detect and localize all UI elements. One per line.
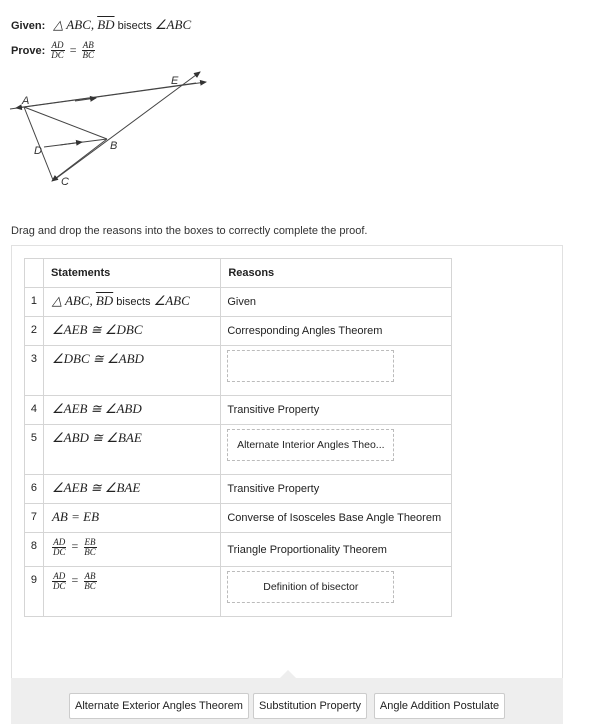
statement-triangle: △ ABC [51, 293, 90, 308]
table-row [25, 533, 452, 567]
reason-cell [221, 346, 452, 396]
given-segment: $\overline{BD}$ [97, 17, 115, 32]
label-a: A [22, 95, 30, 107]
row-number: 5 [25, 425, 44, 475]
table-row [25, 396, 452, 425]
row-number: 3 [25, 346, 44, 396]
prove-rhs-fraction [82, 41, 96, 60]
reason-drop-zone-5[interactable]: Alternate Interior Angles Theo... [227, 429, 394, 461]
statement-text: ∠AEB ≅ ∠BAE [51, 480, 141, 495]
statement-text: ∠DBC ≅ ∠ABD [51, 351, 144, 366]
label-d: D [34, 145, 42, 157]
given-line: Given: △ ABC, $\overline{BD}$ bisects ∠ABC [11, 17, 192, 32]
reason-cell: Corresponding Angles Theorem [221, 317, 452, 346]
prove-rhs-num: AB [82, 40, 94, 50]
statement-angle: ∠ABC [153, 293, 190, 308]
label-e: E [171, 75, 179, 87]
reason-cell [221, 567, 452, 617]
statement-text: ∠ABD ≅ ∠BAE [51, 430, 142, 445]
statements-header: Statements [43, 259, 220, 288]
choice-alternate-exterior-angles[interactable]: Alternate Exterior Angles Theorem [69, 693, 249, 719]
reason-cell: Triangle Proportionality Theorem [221, 533, 452, 567]
row-number: 8 [25, 533, 44, 567]
line-ab [24, 107, 107, 139]
prove-label: Prove: [11, 44, 46, 57]
table-row [25, 475, 452, 504]
choice-substitution-property[interactable]: Substitution Property [253, 693, 367, 719]
table-row [25, 504, 452, 533]
statement-cell: △ ABC, $\overline{BD}$ bisects ∠ABC [43, 288, 220, 317]
reason-drop-zone-9[interactable]: Definition of bisector [227, 571, 394, 603]
statement-segment: $\overline{BD}$ [95, 293, 114, 308]
prove-equals: = [69, 43, 77, 57]
reason-cell: Converse of Isosceles Base Angle Theorem [221, 504, 452, 533]
row-number: 9 [25, 567, 44, 617]
statement-cell: $\frac{AD}{DC}$ = $\frac{AB}{BC}$ [43, 567, 220, 617]
choice-angle-addition-postulate[interactable]: Angle Addition Postulate [374, 693, 505, 719]
statement-text: AB = EB [51, 509, 100, 524]
table-row [25, 317, 452, 346]
given-angle: ∠ABC [154, 17, 192, 32]
prove-lhs-num: AD [51, 40, 64, 50]
reason-cell: Transitive Property [221, 475, 452, 504]
reason-cell: Given [221, 288, 452, 317]
row-number: 4 [25, 396, 44, 425]
reason-cell: Transitive Property [221, 396, 452, 425]
given-label: Given: [11, 20, 46, 32]
table-row [25, 567, 452, 617]
geometry-figure [0, 64, 220, 194]
row-number: 7 [25, 504, 44, 533]
statement-cell: $\frac{AD}{DC}$ = $\frac{EB}{BC}$ [43, 533, 220, 567]
given-triangle: △ ABC [53, 17, 91, 32]
label-c: C [61, 176, 69, 188]
row-number: 6 [25, 475, 44, 504]
table-row [25, 425, 452, 475]
table-row [25, 346, 452, 396]
statement-text: ∠AEB ≅ ∠DBC [51, 322, 143, 337]
instructions: Drag and drop the reasons into the boxes to correctly complete the proof. [11, 225, 368, 237]
line-ac [24, 107, 53, 180]
arrow-mid-db [60, 142, 82, 145]
table-row [25, 288, 452, 317]
row-number: 2 [25, 317, 44, 346]
reason-drop-zone-3[interactable] [227, 350, 394, 382]
prove-lhs-fraction [50, 41, 65, 60]
prove-rhs-den: BC [82, 50, 95, 60]
proof-table [24, 258, 452, 617]
statement-text: ∠AEB ≅ ∠ABD [51, 401, 142, 416]
label-b: B [110, 140, 118, 152]
table-header-row [25, 259, 452, 288]
row-number: 1 [25, 288, 44, 317]
reason-cell [221, 425, 452, 475]
prove-line [11, 41, 95, 60]
line-ce [54, 72, 200, 180]
statement-bisects: bisects [116, 296, 151, 308]
prove-lhs-den: DC [51, 50, 64, 60]
given-bisects: bisects [117, 20, 152, 32]
reasons-header: Reasons [221, 259, 452, 288]
